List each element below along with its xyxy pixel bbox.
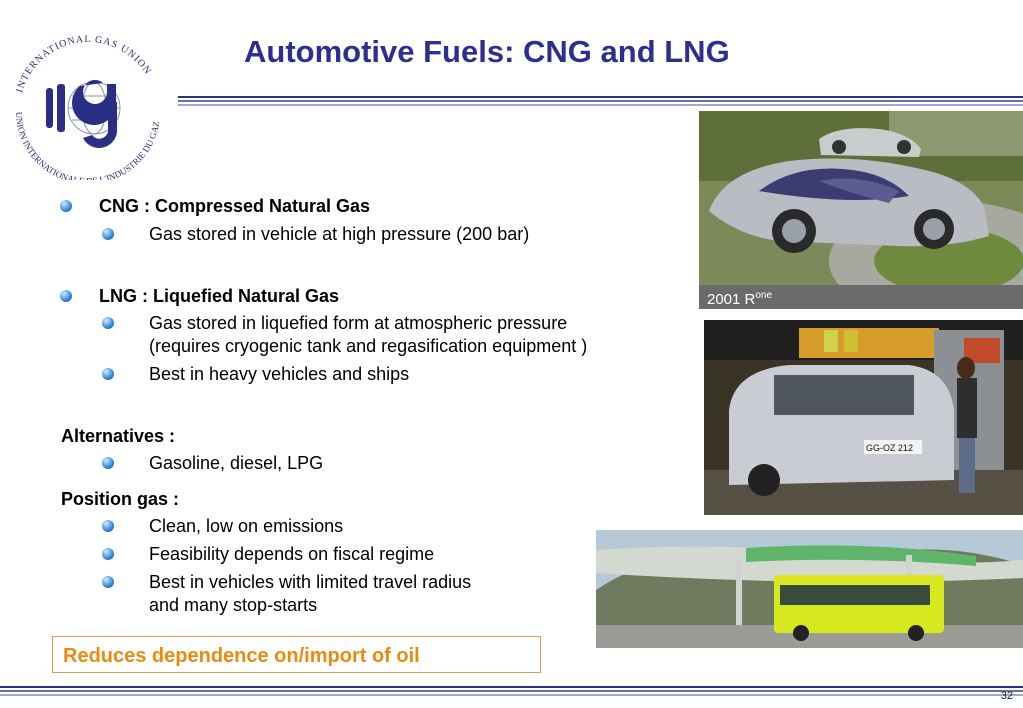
igu-logo xyxy=(2,30,172,180)
refuelling-photo xyxy=(704,320,1023,515)
cng-item: Gas stored in vehicle at high pressure (200 bar) xyxy=(149,224,530,244)
license-plate-text: GG-OZ 212 xyxy=(866,443,914,453)
alternatives-heading: Alternatives : xyxy=(61,426,176,446)
concept-car-photo xyxy=(699,111,1023,309)
bullet-icon xyxy=(102,576,114,588)
position-item: Best in vehicles with limited travel radius xyxy=(149,572,472,592)
lng-item: Gas stored in liquefied form at atmospheric pressure xyxy=(149,313,568,333)
bullet-icon xyxy=(102,548,114,560)
callout-text: Reduces dependence on/import of oil xyxy=(63,645,420,667)
position-heading: Position gas : xyxy=(61,489,180,509)
alternatives-item: Gasoline, diesel, LPG xyxy=(149,453,324,473)
bullet-icon xyxy=(102,368,114,380)
position-item-continued: and many stop-starts xyxy=(149,595,318,615)
position-item: Feasibility depends on fiscal regime xyxy=(149,544,435,564)
bullet-icon xyxy=(102,457,114,469)
lng-item-continued: (requires cryogenic tank and regasification equipment ) xyxy=(149,336,588,356)
position-item: Clean, low on emissions xyxy=(149,516,344,536)
logo-ring-top-text: INTERNATIONAL GAS UNION xyxy=(14,33,154,94)
header-rule xyxy=(178,96,1023,110)
lng-heading: LNG : Liquefied Natural Gas xyxy=(99,286,340,306)
cng-heading: CNG : Compressed Natural Gas xyxy=(99,196,371,216)
logo-ring-bottom-text: UNION INTERNATIONAL L'INDUSTRIE DU GAZ xyxy=(13,111,162,180)
bullet-icon xyxy=(102,317,114,329)
bullet-icon xyxy=(102,520,114,532)
bullet-icon xyxy=(60,290,72,302)
lng-item: Best in heavy vehicles and ships xyxy=(149,364,410,384)
page-number: 32 xyxy=(1000,690,1013,702)
concept-car-caption: 2001 $R^{one}$ xyxy=(707,290,773,308)
bus-station-photo xyxy=(596,530,1023,648)
callout-box xyxy=(52,636,541,673)
slide-title: Automotive Fuels: CNG and LNG xyxy=(244,34,730,69)
bullet-icon xyxy=(60,200,72,212)
footer-rule xyxy=(0,686,1023,700)
bullet-icon xyxy=(102,228,114,240)
